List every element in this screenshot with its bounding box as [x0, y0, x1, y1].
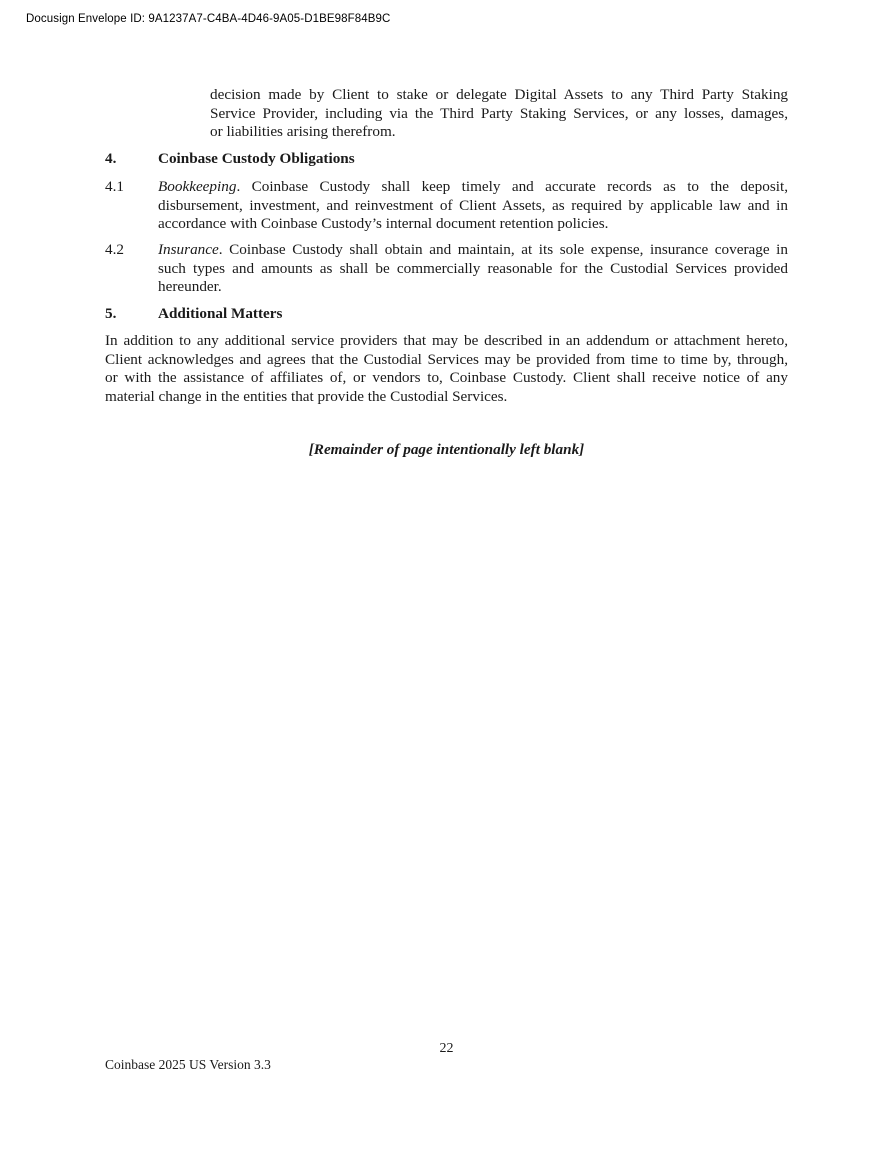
paragraph-line: hereunder.	[158, 278, 222, 296]
clause-paragraph	[158, 241, 788, 297]
paragraph-line: such types and amounts as shall be commercially reasonable for the Custodial Services provided	[158, 259, 788, 277]
docusign-envelope-id: Docusign Envelope ID: 9A1237A7-C4BA-4D46-9A05-D1BE98F84B9C	[26, 13, 391, 25]
paragraph-line: decision made by Client to stake or delegate Digital Assets to any Third Party Staking	[210, 86, 788, 103]
paragraph-line: or liabilities arising therefrom.	[210, 123, 396, 141]
clause-number: 4.2	[105, 241, 124, 258]
clause-number: 4.1	[105, 178, 124, 195]
paragraph-line: Service Provider, including via the Third Party Staking Services, or any losses, damages,	[210, 104, 788, 122]
clause-paragraph	[158, 178, 788, 234]
page-number: 22	[439, 1041, 454, 1056]
section-title: Coinbase Custody Obligations	[158, 150, 355, 167]
remainder-note: [Remainder of page intentionally left blank]	[308, 441, 585, 458]
section-number: 4.	[105, 150, 117, 167]
paragraph-line	[158, 178, 788, 197]
paragraph-line: material change in the entities that provide the Custodial Services.	[105, 387, 508, 405]
paragraph-line	[158, 241, 788, 260]
clause-text: . Coinbase Custody shall keep timely and accurate records as to the deposit,	[236, 178, 788, 195]
section-title: Additional Matters	[158, 305, 283, 322]
paragraph-line: In addition to any additional service providers that may be described in an addendum or attachment hereto,	[105, 332, 788, 349]
paragraph-line: Client acknowledges and agrees that the Custodial Services may be provided from time to time by, through,	[105, 350, 788, 368]
paragraph-line: accordance with Coinbase Custody’s internal document retention policies.	[158, 215, 609, 233]
paragraph-line: disbursement, investment, and reinvestment of Client Assets, as required by applicable law and in	[158, 196, 788, 214]
section-paragraph	[105, 332, 788, 406]
clause-term: Insurance	[158, 241, 219, 258]
continuation-paragraph	[210, 86, 788, 142]
section-number: 5.	[105, 305, 117, 322]
footer-version: Coinbase 2025 US Version 3.3	[105, 1057, 271, 1072]
paragraph-line: or with the assistance of affiliates of, or vendors to, Coinbase Custody. Client shall receive notice of any	[105, 369, 788, 387]
clause-term: Bookkeeping	[158, 178, 237, 195]
clause-text: . Coinbase Custody shall obtain and maintain, at its sole expense, insurance coverage in	[218, 241, 788, 258]
